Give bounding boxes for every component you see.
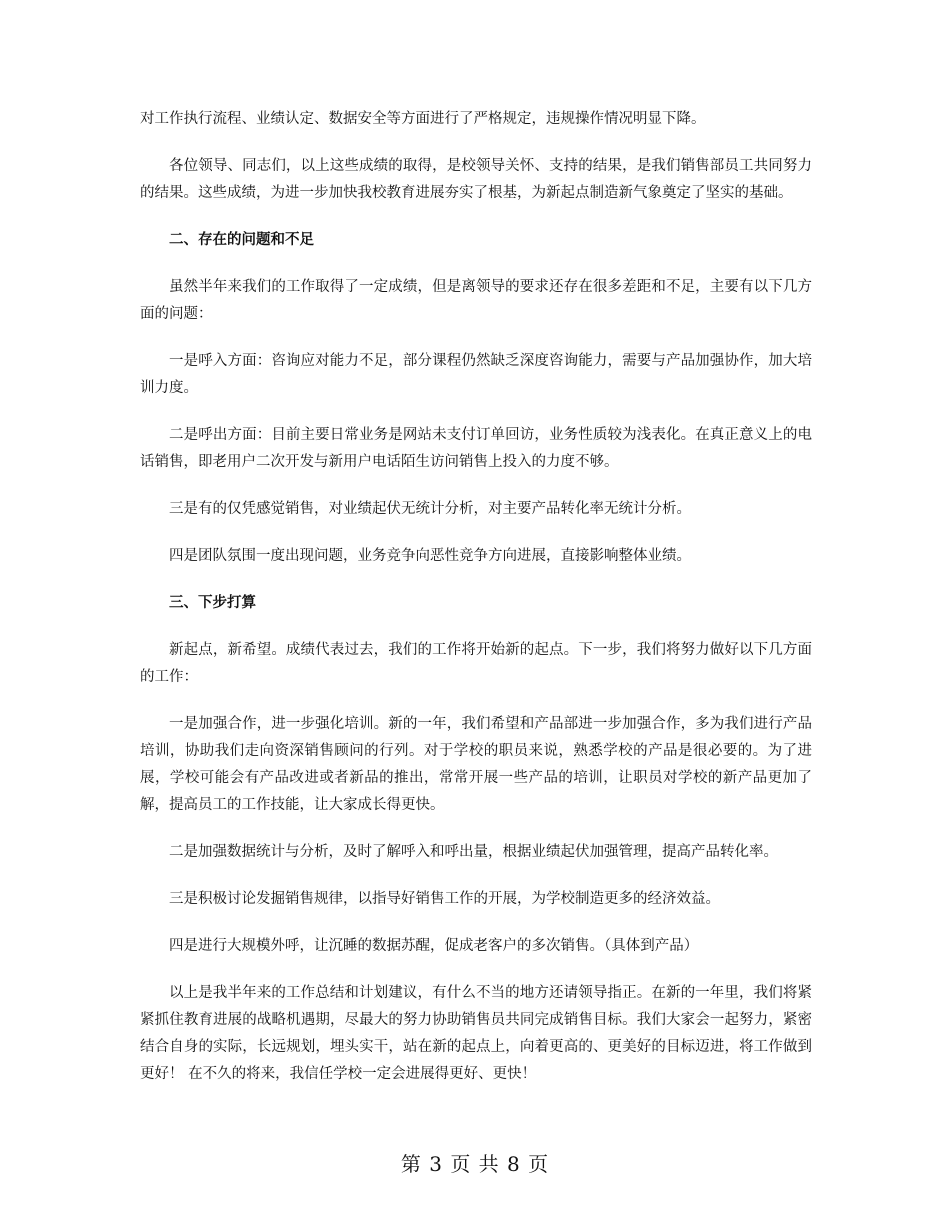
page-number-footer: 第 3 页 共 8 页 — [400, 1152, 550, 1176]
paragraph: 四是团队氛围一度出现问题，业务竞争向恶性竞争方向进展，直接影响整体业绩。 — [169, 548, 691, 564]
paragraph: 四是进行大规模外呼，让沉睡的数据苏醒，促成老客户的多次销售。（具体到产品） — [169, 938, 699, 954]
section-heading: 二、存在的问题和不足 — [169, 232, 314, 248]
paragraph: 对工作执行流程、业绩认定、数据安全等方面进行了严格规定，违规操作情况明显下降。 — [140, 111, 706, 127]
paragraph: 三是有的仅凭感觉销售，对业绩起伏无统计分析，对主要产品转化率无统计分析。 — [169, 501, 691, 517]
paragraph: 一是呼入方面：咨询应对能力不足，部分课程仍然缺乏深度咨询能力，需要与产品加强协作，加大培训力度。 — [140, 353, 812, 396]
paragraph: 二是呼出方面：目前主要日常业务是网站未支付订单回访，业务性质较为浅表化。在真正意义上的电话销售，即老用户二次开发与新用户电话陌生访问销售上投入的力度不够。 — [140, 427, 812, 470]
paragraph: 以上是我半年来的工作总结和计划建议，有什么不当的地方还请领导指正。在新的一年里，我们将紧紧抓住教育进展的战略机遇期，尽最大的努力协助销售员共同完成销售目标。我们大家会一起努力，紧密结合自身的实际，长远规划，埋头实干，站在新的起点上，向着更高的、更美好的目标迈进，将工作做到更好！ 在不久的将来，我信任学校一定会进展得更好、更快！ — [140, 985, 812, 1082]
paragraph: 新起点，新希望。成绩代表过去，我们的工作将开始新的起点。下一步，我们将努力做好以下几方面的工作： — [140, 642, 812, 685]
document-body — [140, 106, 812, 1108]
paragraph: 一是加强合作，进一步强化培训。新的一年，我们希望和产品部进一步加强合作，多为我们进行产品培训，协助我们走向资深销售顾问的行列。对于学校的职员来说，熟悉学校的产品是很必要的。为了进展，学校可能会有产品改进或者新品的推出，常常开展一些产品的培训，让职员对学校的新产品更加了解，提高员工的工作技能，让大家成长得更快。 — [140, 716, 812, 813]
paragraph: 二是加强数据统计与分析，及时了解呼入和呼出量，根据业绩起伏加强管理，提高产品转化率。 — [169, 844, 778, 860]
paragraph: 三是积极讨论发掘销售规律，以指导好销售工作的开展，为学校制造更多的经济效益。 — [169, 891, 720, 907]
paragraph: 各位领导、同志们，以上这些成绩的取得，是校领导关怀、支持的结果，是我们销售部员工共同努力的结果。这些成绩，为进一步加快我校教育进展夯实了根基，为新起点制造新气象奠定了坚实的基础。 — [140, 158, 812, 201]
paragraph: 虽然半年来我们的工作取得了一定成绩，但是离领导的要求还存在很多差距和不足，主要有以下几方面的问题： — [140, 279, 812, 322]
section-heading: 三、下步打算 — [169, 595, 256, 611]
